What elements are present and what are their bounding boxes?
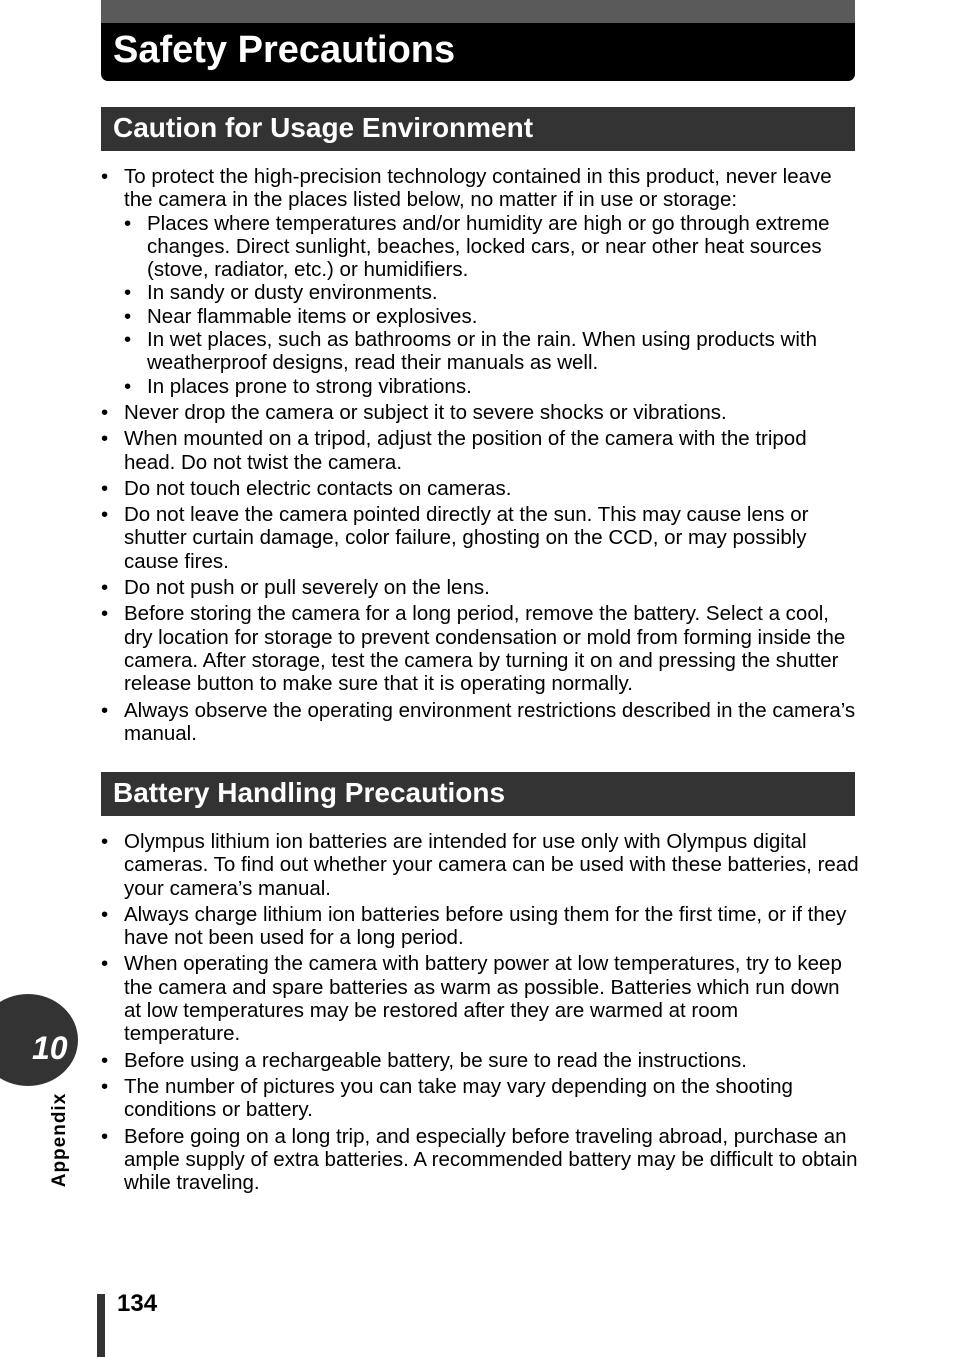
chapter-number: 10 <box>32 1030 68 1066</box>
sub-list-item: • Places where temperatures and/or humidity are high or go through extreme changes. Direct sunlight, beaches, locked cars, or near other heat sources (stove, radiator, etc.) or humidifiers. <box>124 212 859 282</box>
page-number: 134 <box>117 1290 158 1317</box>
section-heading-battery-handling: Battery Handling Precautions <box>101 772 855 816</box>
list-item: • Before storing the camera for a long period, remove the battery. Select a cool, dry location for storage to prevent condensation or mold from forming inside the camera. After storage, test the camera by turning it on and pressing the shutter release button to make sure that it is operating normally. <box>101 602 859 695</box>
page-title: Safety Precautions <box>113 29 456 71</box>
chapter-label: Appendix <box>49 1092 70 1188</box>
list-item: • Do not touch electric contacts on cameras. <box>101 477 859 500</box>
list-item: • Do not push or pull severely on the lens. <box>101 576 859 599</box>
list-item: • Always observe the operating environment restrictions described in the camera’s manual. <box>101 699 859 746</box>
usage-environment-list <box>101 165 859 748</box>
list-item <box>101 165 859 398</box>
list-item: • Do not leave the camera pointed directly at the sun. This may cause lens or shutter curtain damage, color failure, ghosting on the CCD, or may possibly cause fires. <box>101 503 859 573</box>
section-heading-usage-environment: Caution for Usage Environment <box>101 107 855 151</box>
list-item: • Before using a rechargeable battery, be sure to read the instructions. <box>101 1049 859 1072</box>
page-number-bar <box>97 1294 105 1357</box>
list-item: • Never drop the camera or subject it to severe shocks or vibrations. <box>101 401 859 424</box>
list-item: • Olympus lithium ion batteries are intended for use only with Olympus digital cameras. To find out whether your camera can be used with these batteries, read your camera’s manual. <box>101 830 859 900</box>
list-item: • Always charge lithium ion batteries before using them for the first time, or if they have not been used for a long period. <box>101 903 859 950</box>
page-title-bar <box>101 0 855 81</box>
list-item: • The number of pictures you can take may vary depending on the shooting conditions or battery. <box>101 1075 859 1122</box>
title-bar-strip <box>101 0 855 23</box>
battery-handling-list <box>101 830 859 1197</box>
sub-list-item: • In sandy or dusty environments. <box>124 281 859 304</box>
list-item: • Before going on a long trip, and especially before traveling abroad, purchase an ample supply of extra batteries. A recommended battery may be difficult to obtain while traveling. <box>101 1125 859 1195</box>
sub-list-item: • Near flammable items or explosives. <box>124 305 859 328</box>
list-item: • When mounted on a tripod, adjust the position of the camera with the tripod head. Do not twist the camera. <box>101 427 859 474</box>
sub-list-item: • In places prone to strong vibrations. <box>124 375 859 398</box>
sub-list-item: • In wet places, such as bathrooms or in the rain. When using products with weatherproof designs, read their manuals as well. <box>124 328 859 375</box>
list-item-text: To protect the high-precision technology contained in this product, never leave the camera in the places listed below, no matter if in use or storage: <box>124 165 832 212</box>
sub-list <box>124 212 859 398</box>
list-item: • When operating the camera with battery power at low temperatures, try to keep the camera and spare batteries as warm as possible. Batteries which run down at low temperatures may be restored after they are warmed at room temperature. <box>101 952 859 1045</box>
